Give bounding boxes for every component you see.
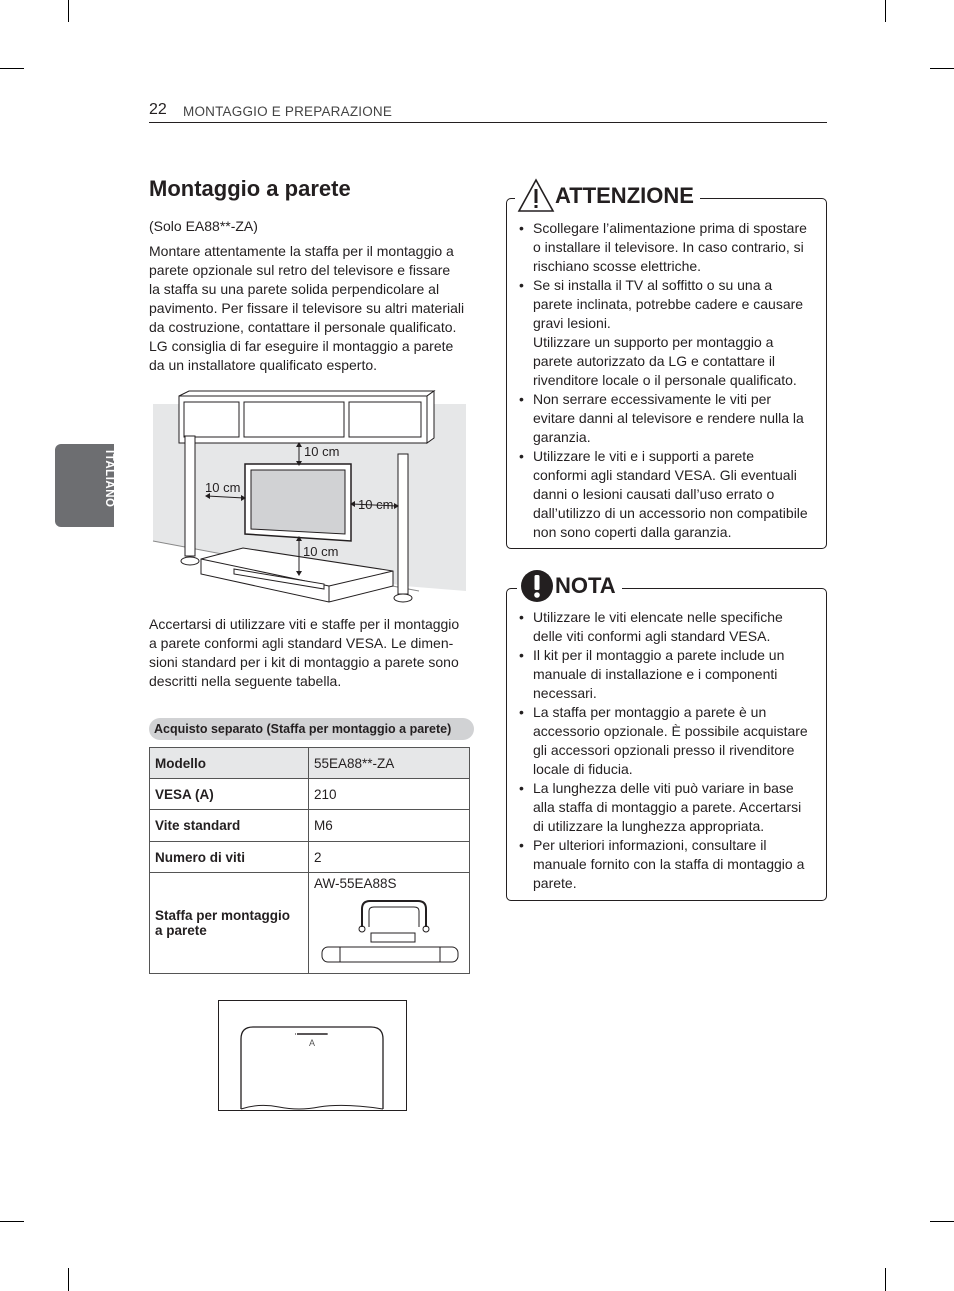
list-item: • Non serrare eccessivamente le viti per evitare danni al televisore e rendere nulla la garanzia. <box>519 390 819 447</box>
table-row <box>150 873 470 974</box>
crop-mark <box>930 1221 954 1222</box>
intro-paragraph: Montare attentamente la staffa per il montaggio a parete opzionale sul retro del televisore e fissare la staffa su una parete solida perpendicolare al pavimento. Per fissare il televisore su altri materiali da costruzione, contattare il personale qualificato. LG consiglia di far eseguire il montaggio a parete da un installatore qualificato esperto. <box>149 243 465 373</box>
wall-mount-illustration <box>149 386 471 608</box>
model-note: (Solo EA88**-ZA) <box>149 218 258 234</box>
table-row <box>150 842 470 873</box>
nota-list <box>519 608 819 893</box>
crop-mark <box>885 1268 886 1291</box>
table-value: 55EA88**-ZA <box>309 748 470 779</box>
dimension-label-top: 10 cm <box>304 444 340 459</box>
bracket-outline-drawing <box>219 1001 406 1110</box>
section-title: MONTAGGIO E PREPARAZIONE <box>183 104 393 119</box>
attenzione-header <box>515 175 700 217</box>
list-item: • Utilizzare le viti elencate nelle specifiche delle viti conformi agli standard VESA. <box>519 608 819 646</box>
crop-mark <box>0 68 24 69</box>
crop-mark <box>885 0 886 22</box>
bracket-dimension-figure <box>218 1000 407 1111</box>
page-header <box>149 101 827 123</box>
language-tab-label: ITALIANO <box>103 450 115 508</box>
nota-box <box>506 573 827 901</box>
dimension-label-right: 10 cm <box>358 497 394 512</box>
attenzione-title: ATTENZIONE <box>555 183 694 208</box>
vesa-a-label: A <box>309 1038 316 1048</box>
crop-mark <box>930 68 954 69</box>
table-key: Staffa per montaggio a parete <box>150 873 309 974</box>
vesa-paragraph: Accertarsi di utilizzare viti e staffe per il montaggio a parete conformi agli standard VESA. Le dimen- sioni standard per i kit di montaggio a parete sono descritti nella seguente tabella. <box>149 616 460 689</box>
crop-mark <box>68 0 69 22</box>
list-item: • Scollegare l’alimentazione prima di spostare o installare il televisore. In caso contrario, si rischiano scosse elettriche. <box>519 219 819 276</box>
list-item: • Utilizzare le viti e i supporti a parete conformi agli standard VESA. Gli eventuali danni o lesioni causati dall’uso errato o dall’utilizzo di un accessorio non compatibile non sono coperti dalla garanzia. <box>519 447 819 542</box>
spec-table <box>149 747 470 974</box>
nota-header <box>517 566 622 606</box>
table-value: M6 <box>309 810 470 842</box>
table-key: Modello <box>150 748 309 779</box>
table-caption: Acquisto separato (Staffa per montaggio a parete) <box>149 718 474 740</box>
list-item: • Per ulteriori informazioni, consultare il manuale fornito con la staffa di montaggio a parete. <box>519 836 819 893</box>
list-item: • Se si installa il TV al soffitto o su una a parete inclinata, potrebbe cadere e causare gravi lesioni. Utilizzare un supporto per montaggio a parete autorizzato da LG e contattare il rivenditore locale o il personale qualificato. <box>519 276 819 390</box>
language-tab <box>55 444 114 527</box>
table-row <box>150 779 470 810</box>
attenzione-box <box>506 183 827 549</box>
crop-mark <box>68 1268 69 1291</box>
list-item: • Il kit per il montaggio a parete include un manuale di installazione e i componenti necessari. <box>519 646 819 703</box>
table-row <box>150 810 470 842</box>
page-title: Montaggio a parete <box>149 176 351 201</box>
dimension-label-bottom: 10 cm <box>303 544 339 559</box>
list-item: • La lunghezza delle viti può variare in base alla staffa di montaggio a parete. Accertarsi di utilizzare la lunghezza appropriata. <box>519 779 819 836</box>
table-row <box>150 748 470 779</box>
warning-triangle-icon <box>517 178 555 214</box>
table-key: VESA (A) <box>150 779 309 810</box>
nota-title: NOTA <box>555 573 616 598</box>
dimension-label-left: 10 cm <box>205 480 241 495</box>
bracket-product-image <box>314 893 464 965</box>
page-number: 22 <box>149 101 167 118</box>
exclamation-circle-icon <box>519 568 555 604</box>
attenzione-list <box>519 219 819 542</box>
crop-mark <box>0 1221 24 1222</box>
table-key: Numero di viti <box>150 842 309 873</box>
table-key: Vite standard <box>150 810 309 842</box>
table-value: 2 <box>309 842 470 873</box>
table-value: AW-55EA88S <box>309 873 470 974</box>
list-item: • La staffa per montaggio a parete è un accessorio opzionale. È possibile acquistare gli accessori opzionali presso il rivenditore locale di fiducia. <box>519 703 819 779</box>
table-value: 210 <box>309 779 470 810</box>
